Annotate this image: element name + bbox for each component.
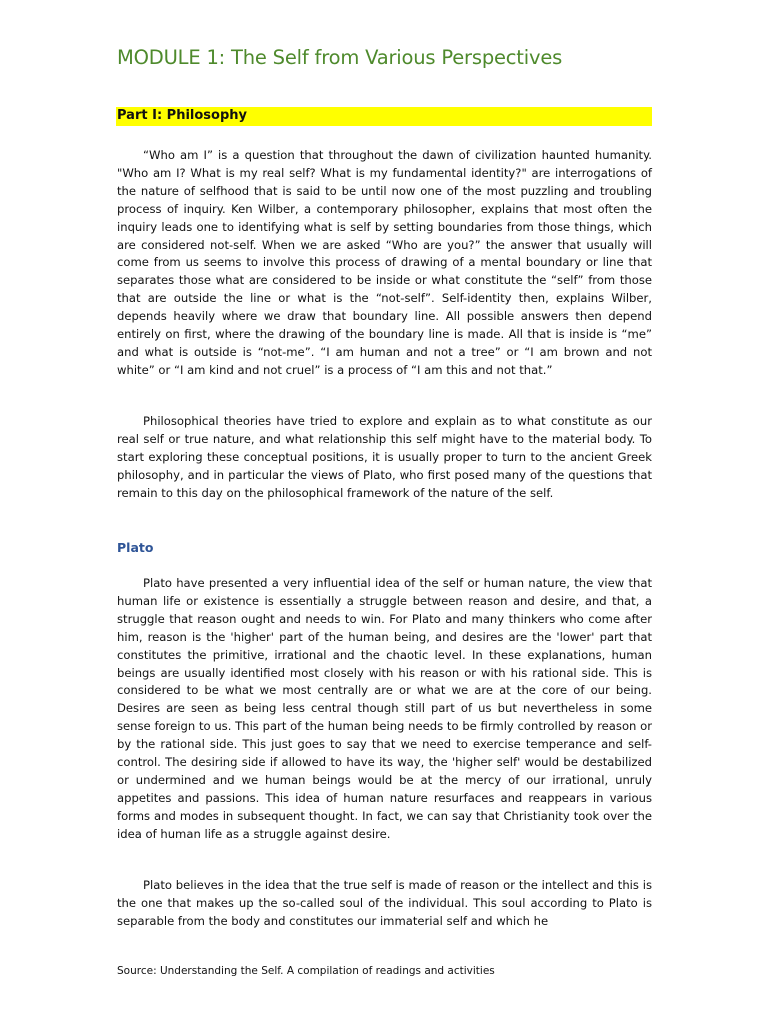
paragraph-plato-true-self: Plato believes in the idea that the true self is made of reason or the intellect and this is the one that makes up the so-called soul of the individual. This soul according to Plato is separable from the body and constitutes our immaterial self and which he xyxy=(117,878,652,928)
paragraph-intro: “Who am I” is a question that throughout the dawn of civilization haunted humanity. "Who am I? What is my real self? What is my fundamental identity?" are interrogations of the nature of selfhood that is said to be until now one of the most puzzling and troubling process of inquiry. Ken Wilber, a contemporary philosopher, explains that most often the inquiry leads one to identifying what is self by setting boundaries from those things, which are considered not-self. When we are asked “Who are you?” the answer that usually will come from us seems to involve this process of drawing of a mental boundary or line that separates those what are considered to be inside or what constitute the “self” from those that are outside the line or what is the “not-self”. Self-identity then, explains Wilber, depends heavily where we draw that boundary line. All possible answers then depend entirely on first, where the drawing of the boundary line is made. All that is inside is “me” and what is outside is “not-me”. “I am human and not a tree” or “I am brown and not white” or “I am kind and not cruel” is a process of “I am this and not that.” xyxy=(117,148,652,377)
paragraph-plato-reason-desire: Plato have presented a very influential idea of the self or human nature, the view that human life or existence is essentially a struggle between reason and desire, and that, a struggle that reason ought and needs to win. For Plato and many thinkers who come after him, reason is the 'higher' part of the human being, and desires are the 'lower' part that constitutes the primitive, irrational and the chaotic level. In these explanations, human beings are usually identified most closely with his reason or with his rational side. This is considered to be what we most centrally are or what we are at the core of our being. Desires are seen as being less central though still part of us but nevertheless in some sense foreign to us. This part of the human being needs to be firmly controlled by reason or by the rational side. This just goes to say that we need to exercise temperance and self-control. The desiring side if allowed to have its way, the 'higher self' would be destabilized or undermined and we human beings would be at the mercy of our irrational, unruly appetites and passions. This idea of human nature resurfaces and reappears in various forms and modes in subsequent thought. In fact, we can say that Christianity took over the idea of human life as a struggle against desire. xyxy=(117,576,652,841)
part-heading-highlight xyxy=(116,107,652,126)
module-title: MODULE 1: The Self from Various Perspectives xyxy=(117,46,563,69)
part-heading: Part I: Philosophy xyxy=(117,108,247,123)
paragraph-philosophical-theories: Philosophical theories have tried to explore and explain as to what constitute as our real self or true nature, and what relationship this self might have to the material body. To start exploring these conceptual positions, it is usually proper to turn to the ancient Greek philosophy, and in particular the views of Plato, who first posed many of the questions that remain to this day on the philosophical framework of the nature of the self. xyxy=(117,414,652,500)
source-footer: Source: Understanding the Self. A compilation of readings and activities xyxy=(117,965,495,977)
section-heading-plato: Plato xyxy=(117,540,154,555)
